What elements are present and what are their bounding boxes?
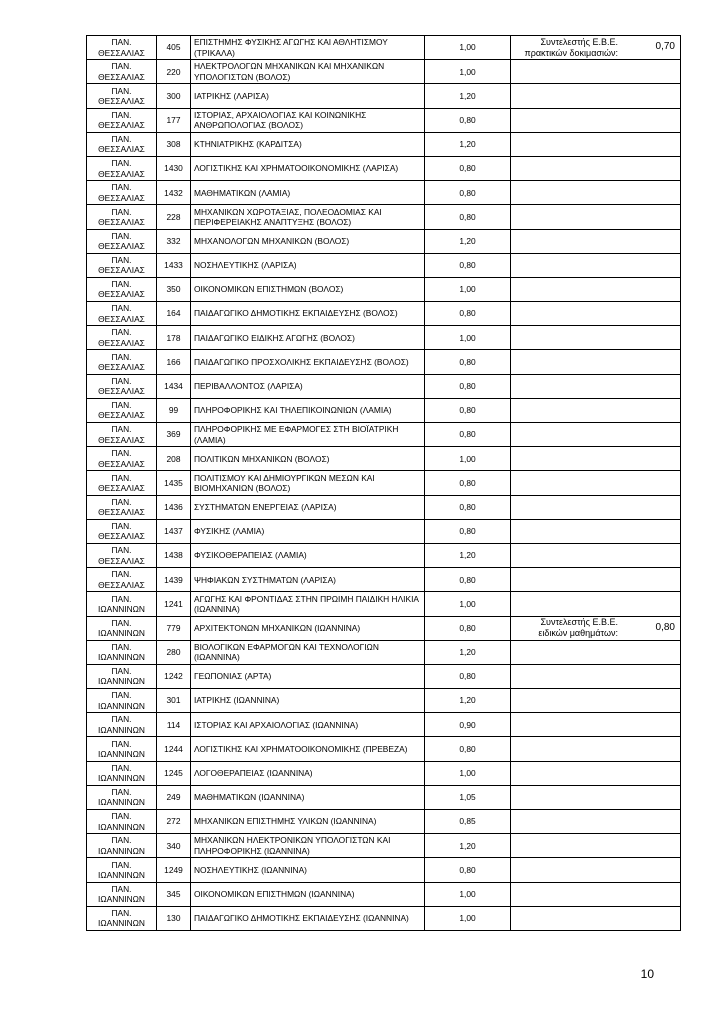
page-number: 10 [640, 967, 654, 981]
coefficient-cell: 0,80 [425, 156, 511, 180]
university-cell: ΠΑΝ. ΘΕΣΣΑΛΙΑΣ [87, 302, 157, 326]
coefficient-cell: 0,80 [425, 737, 511, 761]
department-code-cell: 779 [157, 616, 191, 640]
department-name-cell: ΑΡΧΙΤΕΚΤΟΝΩΝ ΜΗΧΑΝΙΚΩΝ (ΙΩΑΝΝΙΝΑ) [191, 616, 425, 640]
department-code-cell: 340 [157, 834, 191, 858]
table-row [87, 761, 681, 785]
department-code-cell: 1439 [157, 568, 191, 592]
coefficient-cell: 1,00 [425, 447, 511, 471]
table-row [87, 495, 681, 519]
university-cell: ΠΑΝ. ΘΕΣΣΑΛΙΑΣ [87, 543, 157, 567]
department-name-cell: ΝΟΣΗΛΕΥΤΙΚΗΣ (ΛΑΡΙΣΑ) [191, 253, 425, 277]
table-row [87, 350, 681, 374]
department-name-cell: ΝΟΣΗΛΕΥΤΙΚΗΣ (ΙΩΑΝΝΙΝΑ) [191, 858, 425, 882]
table-row [87, 132, 681, 156]
note-cell [511, 761, 681, 785]
department-code-cell: 369 [157, 423, 191, 447]
department-code-cell: 1433 [157, 253, 191, 277]
university-cell: ΠΑΝ. ΙΩΑΝΝΙΝΩΝ [87, 640, 157, 664]
department-name-cell: ΦΥΣΙΚΟΘΕΡΑΠΕΙΑΣ (ΛΑΜΙΑ) [191, 543, 425, 567]
university-cell: ΠΑΝ. ΘΕΣΣΑΛΙΑΣ [87, 398, 157, 422]
department-code-cell: 166 [157, 350, 191, 374]
university-cell: ΠΑΝ. ΘΕΣΣΑΛΙΑΣ [87, 495, 157, 519]
department-code-cell: 300 [157, 84, 191, 108]
coefficient-cell: 1,00 [425, 906, 511, 930]
coefficient-cell: 0,80 [425, 495, 511, 519]
department-code-cell: 1244 [157, 737, 191, 761]
department-name-cell: ΠΑΙΔΑΓΩΓΙΚΟ ΠΡΟΣΧΟΛΙΚΗΣ ΕΚΠΑΙΔΕΥΣΗΣ (ΒΟΛΟΣ) [191, 350, 425, 374]
university-cell: ΠΑΝ. ΘΕΣΣΑΛΙΑΣ [87, 36, 157, 60]
coefficient-cell: 1,00 [425, 882, 511, 906]
table-row [87, 181, 681, 205]
department-code-cell: 1430 [157, 156, 191, 180]
note-cell [511, 689, 681, 713]
table-row [87, 616, 681, 640]
note-cell [511, 326, 681, 350]
department-code-cell: 405 [157, 36, 191, 60]
department-name-cell: ΜΑΘΗΜΑΤΙΚΩΝ (ΙΩΑΝΝΙΝΑ) [191, 785, 425, 809]
coefficient-cell: 0,80 [425, 181, 511, 205]
table-row [87, 253, 681, 277]
department-code-cell: 1245 [157, 761, 191, 785]
department-code-cell: 332 [157, 229, 191, 253]
note-cell [511, 156, 681, 180]
university-cell: ΠΑΝ. ΘΕΣΣΑΛΙΑΣ [87, 60, 157, 84]
departments-table [86, 35, 681, 931]
university-cell: ΠΑΝ. ΙΩΑΝΝΙΝΩΝ [87, 834, 157, 858]
coefficient-cell: 1,00 [425, 326, 511, 350]
coefficient-cell: 1,20 [425, 84, 511, 108]
department-name-cell: ΙΑΤΡΙΚΗΣ (ΛΑΡΙΣΑ) [191, 84, 425, 108]
note-cell [511, 616, 681, 640]
coefficient-cell: 0,80 [425, 616, 511, 640]
table-row [87, 592, 681, 616]
note-cell [511, 713, 681, 737]
note-cell [511, 471, 681, 495]
department-code-cell: 1241 [157, 592, 191, 616]
department-name-cell: ΓΕΩΠΟΝΙΑΣ (ΑΡΤΑ) [191, 664, 425, 688]
coefficient-note-label: Συντελεστής Ε.Β.Ε. πρακτικών δοκιμασιών: [524, 36, 618, 58]
department-code-cell: 114 [157, 713, 191, 737]
coefficient-cell: 1,00 [425, 761, 511, 785]
department-code-cell: 1432 [157, 181, 191, 205]
note-cell [511, 36, 681, 60]
department-name-cell: ΜΑΘΗΜΑΤΙΚΩΝ (ΛΑΜΙΑ) [191, 181, 425, 205]
coefficient-cell: 0,80 [425, 664, 511, 688]
coefficient-cell: 1,20 [425, 640, 511, 664]
table-row [87, 156, 681, 180]
table-row [87, 205, 681, 229]
table-body [87, 36, 681, 931]
table-row [87, 302, 681, 326]
university-cell: ΠΑΝ. ΙΩΑΝΝΙΝΩΝ [87, 785, 157, 809]
university-cell: ΠΑΝ. ΘΕΣΣΑΛΙΑΣ [87, 374, 157, 398]
coefficient-cell: 1,05 [425, 785, 511, 809]
department-code-cell: 1242 [157, 664, 191, 688]
department-name-cell: ΨΗΦΙΑΚΩΝ ΣΥΣΤΗΜΑΤΩΝ (ΛΑΡΙΣΑ) [191, 568, 425, 592]
department-code-cell: 280 [157, 640, 191, 664]
table-row [87, 568, 681, 592]
coefficient-note-value: 0,80 [655, 621, 675, 633]
department-code-cell: 130 [157, 906, 191, 930]
department-code-cell: 301 [157, 689, 191, 713]
table-row [87, 713, 681, 737]
note-cell [511, 834, 681, 858]
department-name-cell: ΜΗΧΑΝΟΛΟΓΩΝ ΜΗΧΑΝΙΚΩΝ (ΒΟΛΟΣ) [191, 229, 425, 253]
department-name-cell: ΙΣΤΟΡΙΑΣ ΚΑΙ ΑΡΧΑΙΟΛΟΓΙΑΣ (ΙΩΑΝΝΙΝΑ) [191, 713, 425, 737]
department-name-cell: ΚΤΗΝΙΑΤΡΙΚΗΣ (ΚΑΡΔΙΤΣΑ) [191, 132, 425, 156]
department-name-cell: ΒΙΟΛΟΓΙΚΩΝ ΕΦΑΡΜΟΓΩΝ ΚΑΙ ΤΕΧΝΟΛΟΓΙΩΝ (ΙΩΑΝΝΙΝΑ) [191, 640, 425, 664]
note-cell [511, 785, 681, 809]
table-row [87, 834, 681, 858]
table-row [87, 689, 681, 713]
university-cell: ΠΑΝ. ΘΕΣΣΑΛΙΑΣ [87, 423, 157, 447]
department-name-cell: ΠΟΛΙΤΙΣΜΟΥ ΚΑΙ ΔΗΜΙΟΥΡΓΙΚΩΝ ΜΕΣΩΝ ΚΑΙ ΒΙΟΜΗΧΑΝΙΩΝ (ΒΟΛΟΣ) [191, 471, 425, 495]
department-name-cell: ΙΣΤΟΡΙΑΣ, ΑΡΧΑΙΟΛΟΓΙΑΣ ΚΑΙ ΚΟΙΝΩΝΙΚΗΣ ΑΝΘΡΩΠΟΛΟΓΙΑΣ (ΒΟΛΟΣ) [191, 108, 425, 132]
department-name-cell: ΕΠΙΣΤΗΜΗΣ ΦΥΣΙΚΗΣ ΑΓΩΓΗΣ ΚΑΙ ΑΘΛΗΤΙΣΜΟΥ (ΤΡΙΚΑΛΑ) [191, 36, 425, 60]
department-code-cell: 1249 [157, 858, 191, 882]
table-row [87, 543, 681, 567]
department-code-cell: 1434 [157, 374, 191, 398]
table-row [87, 398, 681, 422]
department-name-cell: ΦΥΣΙΚΗΣ (ΛΑΜΙΑ) [191, 519, 425, 543]
university-cell: ΠΑΝ. ΘΕΣΣΑΛΙΑΣ [87, 326, 157, 350]
table-row [87, 423, 681, 447]
department-code-cell: 1435 [157, 471, 191, 495]
department-name-cell: ΛΟΓΙΣΤΙΚΗΣ ΚΑΙ ΧΡΗΜΑΤΟΟΙΚΟΝΟΜΙΚΗΣ (ΛΑΡΙΣΑ) [191, 156, 425, 180]
department-code-cell: 350 [157, 277, 191, 301]
note-cell [511, 302, 681, 326]
coefficient-cell: 1,20 [425, 132, 511, 156]
note-cell [511, 84, 681, 108]
department-name-cell: ΑΓΩΓΗΣ ΚΑΙ ΦΡΟΝΤΙΔΑΣ ΣΤΗΝ ΠΡΩΙΜΗ ΠΑΙΔΙΚΗ ΗΛΙΚΙΑ (ΙΩΑΝΝΙΝΑ) [191, 592, 425, 616]
department-name-cell: ΠΛΗΡΟΦΟΡΙΚΗΣ ΜΕ ΕΦΑΡΜΟΓΕΣ ΣΤΗ ΒΙΟΪΑΤΡΙΚΗ (ΛΑΜΙΑ) [191, 423, 425, 447]
table-row [87, 519, 681, 543]
university-cell: ΠΑΝ. ΙΩΑΝΝΙΝΩΝ [87, 906, 157, 930]
university-cell: ΠΑΝ. ΙΩΑΝΝΙΝΩΝ [87, 689, 157, 713]
note-cell [511, 640, 681, 664]
department-name-cell: ΜΗΧΑΝΙΚΩΝ ΗΛΕΚΤΡΟΝΙΚΩΝ ΥΠΟΛΟΓΙΣΤΩΝ ΚΑΙ ΠΛΗΡΟΦΟΡΙΚΗΣ (ΙΩΑΝΝΙΝΑ) [191, 834, 425, 858]
department-name-cell: ΟΙΚΟΝΟΜΙΚΩΝ ΕΠΙΣΤΗΜΩΝ (ΒΟΛΟΣ) [191, 277, 425, 301]
university-cell: ΠΑΝ. ΘΕΣΣΑΛΙΑΣ [87, 229, 157, 253]
coefficient-cell: 0,80 [425, 423, 511, 447]
coefficient-cell: 1,00 [425, 60, 511, 84]
note-content [514, 617, 677, 639]
note-cell [511, 882, 681, 906]
university-cell: ΠΑΝ. ΘΕΣΣΑΛΙΑΣ [87, 156, 157, 180]
table-row [87, 447, 681, 471]
department-code-cell: 177 [157, 108, 191, 132]
department-name-cell: ΠΟΛΙΤΙΚΩΝ ΜΗΧΑΝΙΚΩΝ (ΒΟΛΟΣ) [191, 447, 425, 471]
university-cell: ΠΑΝ. ΘΕΣΣΑΛΙΑΣ [87, 519, 157, 543]
note-cell [511, 543, 681, 567]
department-name-cell: ΠΛΗΡΟΦΟΡΙΚΗΣ ΚΑΙ ΤΗΛΕΠΙΚΟΙΝΩΝΙΩΝ (ΛΑΜΙΑ) [191, 398, 425, 422]
department-code-cell: 164 [157, 302, 191, 326]
table-row [87, 882, 681, 906]
university-cell: ΠΑΝ. ΘΕΣΣΑΛΙΑΣ [87, 253, 157, 277]
note-cell [511, 664, 681, 688]
table-row [87, 108, 681, 132]
table-row [87, 858, 681, 882]
note-cell [511, 810, 681, 834]
university-cell: ΠΑΝ. ΘΕΣΣΑΛΙΑΣ [87, 132, 157, 156]
coefficient-cell: 1,00 [425, 592, 511, 616]
university-cell: ΠΑΝ. ΙΩΑΝΝΙΝΩΝ [87, 592, 157, 616]
coefficient-cell: 1,00 [425, 36, 511, 60]
department-name-cell: ΠΑΙΔΑΓΩΓΙΚΟ ΔΗΜΟΤΙΚΗΣ ΕΚΠΑΙΔΕΥΣΗΣ (ΙΩΑΝΝΙΝΑ) [191, 906, 425, 930]
department-code-cell: 208 [157, 447, 191, 471]
coefficient-cell: 0,80 [425, 205, 511, 229]
department-name-cell: ΠΕΡΙΒΑΛΛΟΝΤΟΣ (ΛΑΡΙΣΑ) [191, 374, 425, 398]
coefficient-cell: 0,85 [425, 810, 511, 834]
department-name-cell: ΠΑΙΔΑΓΩΓΙΚΟ ΔΗΜΟΤΙΚΗΣ ΕΚΠΑΙΔΕΥΣΗΣ (ΒΟΛΟΣ) [191, 302, 425, 326]
table-row [87, 326, 681, 350]
department-code-cell: 308 [157, 132, 191, 156]
table-row [87, 84, 681, 108]
coefficient-cell: 1,20 [425, 689, 511, 713]
note-cell [511, 906, 681, 930]
university-cell: ΠΑΝ. ΘΕΣΣΑΛΙΑΣ [87, 84, 157, 108]
note-cell [511, 737, 681, 761]
note-cell [511, 592, 681, 616]
table-row [87, 906, 681, 930]
coefficient-note-label: Συντελεστής Ε.Β.Ε. ειδικών μαθημάτων: [538, 617, 618, 639]
note-cell [511, 519, 681, 543]
department-name-cell: ΜΗΧΑΝΙΚΩΝ ΧΩΡΟΤΑΞΙΑΣ, ΠΟΛΕΟΔΟΜΙΑΣ ΚΑΙ ΠΕΡΙΦΕΡΕΙΑΚΗΣ ΑΝΑΠΤΥΞΗΣ (ΒΟΛΟΣ) [191, 205, 425, 229]
university-cell: ΠΑΝ. ΙΩΑΝΝΙΝΩΝ [87, 810, 157, 834]
coefficient-cell: 1,20 [425, 834, 511, 858]
university-cell: ΠΑΝ. ΘΕΣΣΑΛΙΑΣ [87, 568, 157, 592]
university-cell: ΠΑΝ. ΙΩΑΝΝΙΝΩΝ [87, 882, 157, 906]
department-code-cell: 345 [157, 882, 191, 906]
table-row [87, 36, 681, 60]
coefficient-cell: 0,80 [425, 350, 511, 374]
coefficient-cell: 0,80 [425, 374, 511, 398]
coefficient-cell: 1,20 [425, 229, 511, 253]
note-cell [511, 229, 681, 253]
note-content [514, 37, 677, 59]
note-cell [511, 495, 681, 519]
table-row [87, 785, 681, 809]
coefficient-cell: 0,80 [425, 108, 511, 132]
note-cell [511, 447, 681, 471]
department-name-cell: ΗΛΕΚΤΡΟΛΟΓΩΝ ΜΗΧΑΝΙΚΩΝ ΚΑΙ ΜΗΧΑΝΙΚΩΝ ΥΠΟΛΟΓΙΣΤΩΝ (ΒΟΛΟΣ) [191, 60, 425, 84]
table-row [87, 810, 681, 834]
department-code-cell: 228 [157, 205, 191, 229]
university-cell: ΠΑΝ. ΙΩΑΝΝΙΝΩΝ [87, 858, 157, 882]
department-code-cell: 99 [157, 398, 191, 422]
note-cell [511, 423, 681, 447]
department-name-cell: ΣΥΣΤΗΜΑΤΩΝ ΕΝΕΡΓΕΙΑΣ (ΛΑΡΙΣΑ) [191, 495, 425, 519]
university-cell: ΠΑΝ. ΘΕΣΣΑΛΙΑΣ [87, 447, 157, 471]
table-row [87, 737, 681, 761]
coefficient-cell: 0,80 [425, 398, 511, 422]
university-cell: ΠΑΝ. ΙΩΑΝΝΙΝΩΝ [87, 761, 157, 785]
department-name-cell: ΟΙΚΟΝΟΜΙΚΩΝ ΕΠΙΣΤΗΜΩΝ (ΙΩΑΝΝΙΝΑ) [191, 882, 425, 906]
university-cell: ΠΑΝ. ΙΩΑΝΝΙΝΩΝ [87, 616, 157, 640]
coefficient-cell: 0,80 [425, 302, 511, 326]
table-row [87, 374, 681, 398]
department-code-cell: 249 [157, 785, 191, 809]
department-code-cell: 220 [157, 60, 191, 84]
university-cell: ΠΑΝ. ΙΩΑΝΝΙΝΩΝ [87, 664, 157, 688]
table-row [87, 471, 681, 495]
note-cell [511, 374, 681, 398]
note-cell [511, 132, 681, 156]
coefficient-cell: 0,80 [425, 471, 511, 495]
department-name-cell: ΛΟΓΟΘΕΡΑΠΕΙΑΣ (ΙΩΑΝΝΙΝΑ) [191, 761, 425, 785]
note-cell [511, 858, 681, 882]
department-name-cell: ΠΑΙΔΑΓΩΓΙΚΟ ΕΙΔΙΚΗΣ ΑΓΩΓΗΣ (ΒΟΛΟΣ) [191, 326, 425, 350]
university-cell: ΠΑΝ. ΘΕΣΣΑΛΙΑΣ [87, 277, 157, 301]
coefficient-cell: 0,90 [425, 713, 511, 737]
university-cell: ΠΑΝ. ΘΕΣΣΑΛΙΑΣ [87, 205, 157, 229]
table-row [87, 277, 681, 301]
coefficient-cell: 0,80 [425, 253, 511, 277]
university-cell: ΠΑΝ. ΘΕΣΣΑΛΙΑΣ [87, 350, 157, 374]
note-cell [511, 568, 681, 592]
university-cell: ΠΑΝ. ΘΕΣΣΑΛΙΑΣ [87, 108, 157, 132]
department-name-cell: ΛΟΓΙΣΤΙΚΗΣ ΚΑΙ ΧΡΗΜΑΤΟΟΙΚΟΝΟΜΙΚΗΣ (ΠΡΕΒΕΖΑ) [191, 737, 425, 761]
table-row [87, 60, 681, 84]
university-cell: ΠΑΝ. ΙΩΑΝΝΙΝΩΝ [87, 713, 157, 737]
department-code-cell: 1436 [157, 495, 191, 519]
coefficient-cell: 1,20 [425, 543, 511, 567]
coefficient-cell: 1,00 [425, 277, 511, 301]
university-cell: ΠΑΝ. ΘΕΣΣΑΛΙΑΣ [87, 181, 157, 205]
department-name-cell: ΜΗΧΑΝΙΚΩΝ ΕΠΙΣΤΗΜΗΣ ΥΛΙΚΩΝ (ΙΩΑΝΝΙΝΑ) [191, 810, 425, 834]
department-code-cell: 1437 [157, 519, 191, 543]
department-name-cell: ΙΑΤΡΙΚΗΣ (ΙΩΑΝΝΙΝΑ) [191, 689, 425, 713]
department-code-cell: 272 [157, 810, 191, 834]
note-cell [511, 60, 681, 84]
university-cell: ΠΑΝ. ΘΕΣΣΑΛΙΑΣ [87, 471, 157, 495]
note-cell [511, 205, 681, 229]
coefficient-cell: 0,80 [425, 568, 511, 592]
note-cell [511, 108, 681, 132]
note-cell [511, 181, 681, 205]
table-row [87, 229, 681, 253]
department-code-cell: 1438 [157, 543, 191, 567]
table-row [87, 664, 681, 688]
coefficient-cell: 0,80 [425, 519, 511, 543]
note-cell [511, 277, 681, 301]
note-cell [511, 350, 681, 374]
coefficient-cell: 0,80 [425, 858, 511, 882]
coefficient-note-value: 0,70 [655, 41, 675, 53]
note-cell [511, 253, 681, 277]
university-cell: ΠΑΝ. ΙΩΑΝΝΙΝΩΝ [87, 737, 157, 761]
note-cell [511, 398, 681, 422]
department-code-cell: 178 [157, 326, 191, 350]
table-row [87, 640, 681, 664]
